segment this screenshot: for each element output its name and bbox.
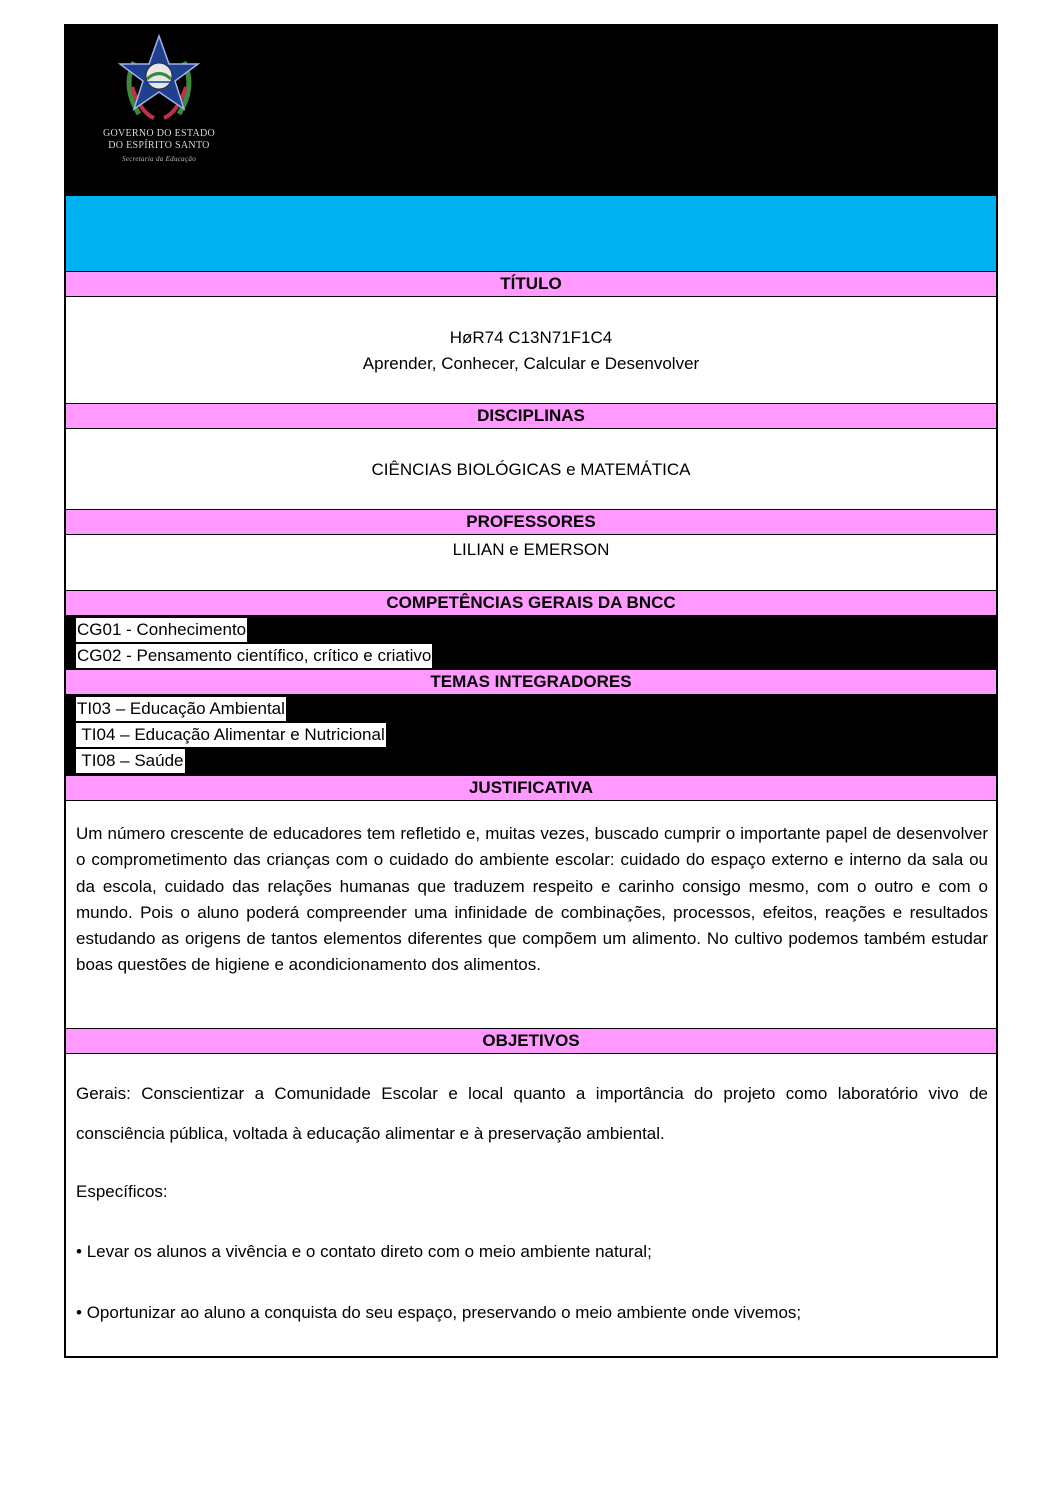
tema-item: TI08 – Saúde [76,749,185,773]
bullet-icon: • [76,1303,82,1322]
logo-text-line: DO ESPÍRITO SANTO [108,140,210,151]
disciplinas-cell [66,429,996,509]
section-header-competencias: COMPETÊNCIAS GERAIS DA BNCC [66,590,996,616]
objetivo-bullet-text: Oportunizar ao aluno a conquista do seu espaço, preservando o meio ambiente onde vivemos; [86,1303,802,1322]
logo-text-line: Secretaria da Educação [122,155,196,163]
competencias-list [66,616,996,669]
competencia-item: CG01 - Conhecimento [76,618,247,642]
objetivo-bullet-item [76,1239,652,1265]
tema-item: TI04 – Educação Alimentar e Nutricional [76,723,386,747]
competencia-item: CG02 - Pensamento científico, crítico e criativo [76,644,432,668]
objetivo-bullet-text: Levar os alunos a vivência e o contato direto com o meio ambiente natural; [86,1242,652,1261]
bullet-icon: • [76,1242,82,1261]
section-header-temas: TEMAS INTEGRADORES [66,669,996,695]
coat-of-arms-icon [94,32,224,124]
temas-list [66,695,996,775]
justificativa-cell [66,801,996,1028]
professores-value: LILIAN e EMERSON [452,540,610,559]
titulo-subtitle: Aprender, Conhecer, Calcular e Desenvolver [362,354,700,373]
disciplinas-value: CIÊNCIAS BIOLÓGICAS e MATEMÁTICA [371,460,691,479]
objetivo-bullet-item [76,1300,801,1326]
blue-title-band [66,196,996,271]
objetivos-cell [66,1054,996,1356]
section-header-justificativa: JUSTIFICATIVA [66,775,996,801]
objetivos-gerais: Gerais: Conscientizar a Comunidade Escolar e local quanto a importância do projeto como laboratório vivo de consciência pública, voltada à educação alimentar e à preservação ambiental. [76,1084,988,1143]
professores-cell [66,535,996,590]
section-header-professores: PROFESSORES [66,509,996,535]
section-header-titulo: TÍTULO [66,271,996,297]
objetivos-especificos-label: Específicos: [76,1182,168,1201]
document-frame [64,24,998,1358]
titulo-code: HøR74 C13N71F1C4 [449,328,613,347]
titulo-cell [66,297,996,403]
section-header-objetivos: OBJETIVOS [66,1028,996,1054]
tema-item: TI03 – Educação Ambiental [76,697,286,721]
state-coat-of-arms-logo [94,32,224,182]
justificativa-text: Um número crescente de educadores tem refletido e, muitas vezes, buscado cumprir o importante papel de desenvolver o comprometimento das crianças com o cuidado do ambiente escolar: cuidado do espaço externo e interno da sala ou da escola, cuidado das relações humanas que traduzem respeito e carinho consigo mesmo, com o outro e com o mundo. Pois o aluno poderá compreender uma infinidade de combinações, processos, efeitos, reações e resultados estudando as origens de tantos elementos diferentes que compõem um alimento. No cultivo podemos também estudar boas questões de higiene e acondicionamento dos alimentos. [76,824,988,975]
section-header-disciplinas: DISCIPLINAS [66,403,996,429]
logo-text-line: GOVERNO DO ESTADO [102,128,216,139]
header-banner [66,26,996,196]
